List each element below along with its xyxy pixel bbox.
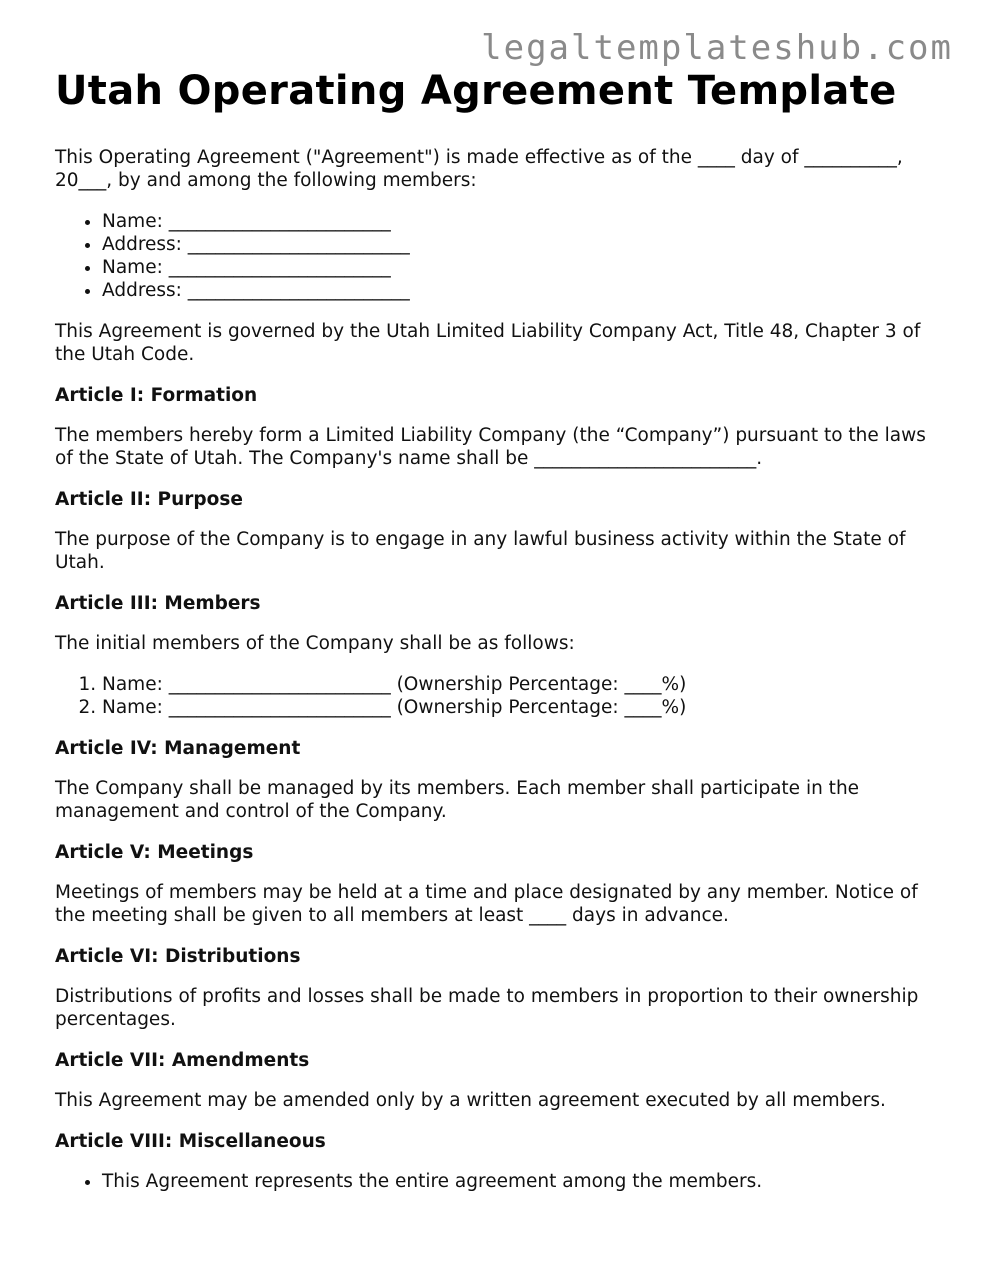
page-title: Utah Operating Agreement Template	[55, 68, 897, 114]
article-meetings-heading: Article V: Meetings	[55, 842, 254, 863]
article-members-heading: Article III: Members	[55, 593, 261, 614]
list-item: 1. Name: ________________________ (Ownership Percentage: ____%)	[102, 673, 935, 696]
article-amendments-heading: Article VII: Amendments	[55, 1050, 310, 1071]
watermark: legaltemplateshub.com	[481, 28, 953, 68]
list-item: • This Agreement represents the entire agreement among the members.	[102, 1170, 935, 1193]
list-item: • Address: ________________________	[102, 233, 935, 256]
article-management-heading: Article IV: Management	[55, 738, 301, 759]
governance-paragraph: This Agreement is governed by the Utah Limited Liability Company Act, Title 48, Chapter 3 of the Utah Code.	[55, 321, 921, 365]
article-distributions-heading: Article VI: Distributions	[55, 946, 301, 967]
article-meetings-text: Meetings of members may be held at a time and place designated by any member. Notice of the meeting shall be given to all members at least ____ days in advance.	[55, 882, 918, 926]
article-formation-text: The members hereby form a Limited Liability Company (the “Company”) pursuant to the laws of the State of Utah. The Company's name shall be ________________________.	[55, 425, 926, 469]
member-fields-list	[55, 210, 935, 302]
list-item: • Address: ________________________	[102, 279, 935, 302]
article-management-text: The Company shall be managed by its members. Each member shall participate in the management and control of the Company.	[55, 778, 860, 822]
list-item: 2. Name: ________________________ (Ownership Percentage: ____%)	[102, 696, 935, 719]
article-miscellaneous-heading: Article VIII: Miscellaneous	[55, 1131, 326, 1152]
miscellaneous-list	[55, 1170, 935, 1193]
document-page	[55, 68, 935, 1211]
article-purpose-heading: Article II: Purpose	[55, 489, 243, 510]
article-distributions-text: Distributions of profits and losses shall be made to members in proportion to their ownership percentages.	[55, 986, 919, 1030]
list-item: • Name: ________________________	[102, 256, 935, 279]
article-purpose-text: The purpose of the Company is to engage in any lawful business activity within the State of Utah.	[55, 529, 906, 573]
article-members-text: The initial members of the Company shall be as follows:	[55, 633, 575, 654]
article-formation-heading: Article I: Formation	[55, 385, 258, 406]
initial-members-list	[55, 673, 935, 719]
list-item: • Name: ________________________	[102, 210, 935, 233]
intro-paragraph: This Operating Agreement ("Agreement") is made effective as of the ____ day of __________, 20___, by and among the following members:	[55, 147, 903, 191]
article-amendments-text: This Agreement may be amended only by a written agreement executed by all members.	[55, 1090, 886, 1111]
